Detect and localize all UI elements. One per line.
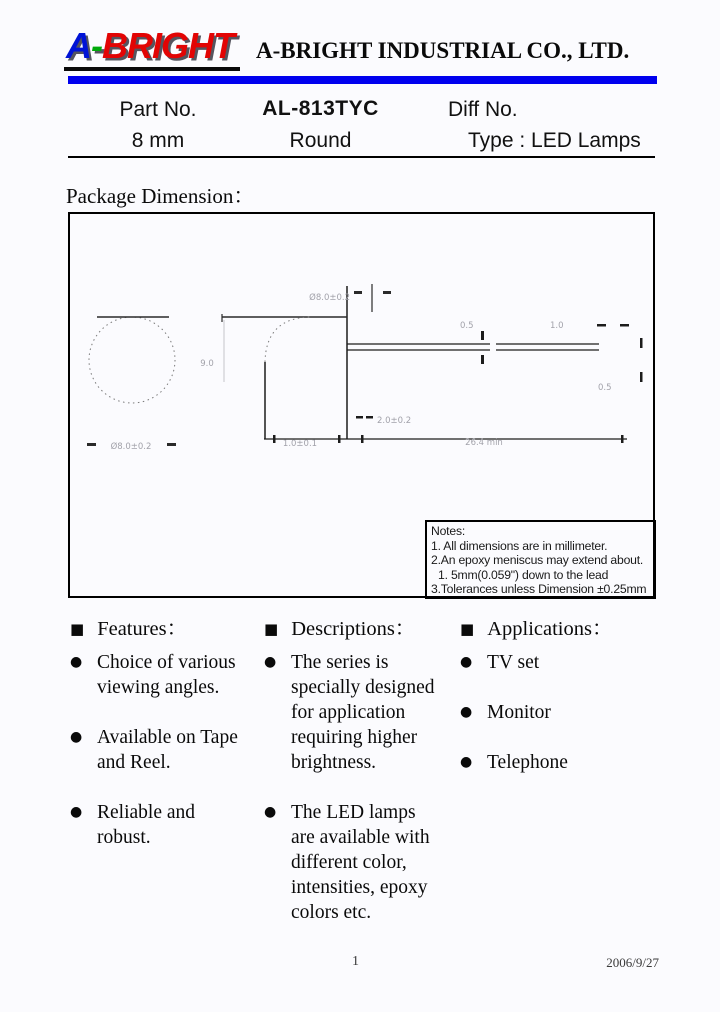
circle-bullet-icon: ● [70,804,83,820]
shape-value: Round [289,129,352,152]
dim-lead-length: 26.4 min [465,438,503,448]
feature-text: Reliable and robust. [97,802,196,848]
dim-lead-pitch: 1.0 [550,321,564,331]
circle-bullet-icon: ● [70,729,83,745]
epoxy-dome-arc [265,317,310,362]
dim-lead-thickness: 0.5 [598,383,612,393]
dim-lead-diameter: 0.5 [460,321,474,331]
application-text: Monitor [487,702,551,723]
company-name: A-BRIGHT INDUSTRIAL CO., LTD. [256,38,630,63]
logo-letter-a: A [66,25,91,66]
application-item [460,650,645,675]
circle-bullet-icon: ● [460,704,473,720]
notes-line: 2.An epoxy meniscus may extend about. [431,553,644,568]
led-top-view-circle [89,317,175,403]
features-header-label: Features： [97,618,188,640]
applications-header-label: Applications： [487,618,613,640]
part-no-value: AL-813TYC [262,97,379,120]
applications-header [460,611,612,641]
circle-bullet-icon: ● [70,654,83,670]
size-value: 8 mm [131,129,185,152]
descriptions-header-label: Descriptions： [291,618,416,640]
application-text: Telephone [487,752,568,773]
notes-line: 3.Tolerances unless Dimension ±0.25mm [431,582,647,597]
square-bullet-icon: ■ [264,620,279,638]
diff-no-label: Diff No. [448,98,518,121]
circle-bullet-icon: ● [264,804,277,820]
notes-title: Notes: [431,524,466,538]
package-dimension-drawing [68,212,655,598]
logo-bright: BRIGHT [102,25,234,66]
table-rule [68,156,655,158]
application-text: TV set [487,652,540,673]
application-item [460,750,645,775]
square-bullet-icon: ■ [460,620,475,638]
description-text: The series is specially designed for application requiring higher brightness. [291,652,435,773]
feature-text: Available on Tape and Reel. [97,727,238,773]
circle-bullet-icon: ● [460,654,473,670]
notes-line: 1. All dimensions are in millimeter. [431,538,608,553]
application-item [460,700,645,725]
circle-bullet-icon: ● [460,754,473,770]
a-bright-logo [64,26,240,71]
feature-text: Choice of various viewing angles. [97,652,236,698]
descriptions-header [264,611,415,641]
description-item [264,650,459,775]
square-bullet-icon: ■ [70,620,85,638]
dim-top-diameter: Ø8.0±0.2 [309,293,350,303]
notes-line: 1. 5mm(0.059") down to the lead [438,567,609,582]
feature-item [70,725,255,775]
logo-dash: - [91,25,102,66]
package-dimension-title: Package Dimension： [66,184,255,208]
part-no-label: Part No. [119,98,197,121]
description-item [264,800,459,925]
description-text: The LED lamps are available with different color, intensities, epoxy colors etc. [291,802,430,923]
document-date: 2006/9/27 [606,955,659,970]
type-value: Type : LED Lamps [468,129,641,152]
circle-bullet-icon: ● [264,654,277,670]
features-header [70,611,187,641]
header-divider-bar [68,76,657,84]
feature-item [70,800,255,850]
page-number: 1 [352,954,359,969]
feature-item [70,650,255,700]
notes-box [425,520,656,599]
dim-body-height: 9.0 [200,359,214,369]
dim-standoff: 2.0±0.2 [377,416,412,426]
dim-circle-diameter: Ø8.0±0.2 [110,442,152,452]
dim-flange: 1.0±0.1 [282,439,318,449]
